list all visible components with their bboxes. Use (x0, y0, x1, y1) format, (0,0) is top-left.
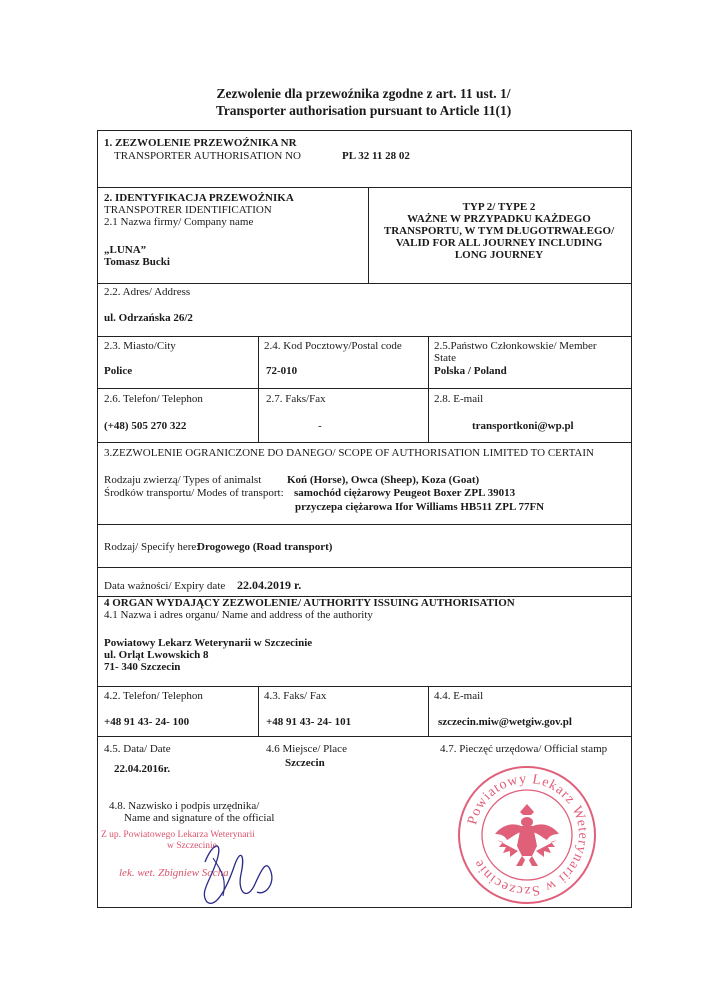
member-label: 2.5.Państwo Członkowskie/ Member (434, 340, 597, 352)
expiry-label: Data ważności/ Expiry date (104, 580, 226, 592)
expiry-value: 22.04.2019 r. (237, 578, 302, 592)
modes-label: Środków transportu/ Modes of transport: (104, 487, 284, 499)
s3-label: 3.ZEZWOLENIE OGRANICZONE DO DANEGO/ SCOPE OF AUTHORISATION LIMITED TO CERTAIN (104, 447, 594, 459)
phone-value: (+48) 505 270 322 (104, 420, 187, 432)
s2-label: 2. IDENTYFIKACJA PRZEWOŹNIKA (104, 192, 294, 204)
type-line: TRANSPORTU, W TYM DŁUGOTRWAŁEGO/ (383, 225, 615, 237)
s2-label-en: TRANSPOTRER IDENTIFICATION (104, 204, 272, 216)
address-value: ul. Odrzańska 26/2 (104, 312, 193, 324)
s4-label: 4 ORGAN WYDAJĄCY ZEZWOLENIE/ AUTHORITY ISSUING AUTHORISATION (104, 597, 515, 609)
modes-value: przyczepa ciężarowa Ifor Williams HB511 ZPL 77FN (295, 501, 545, 513)
authority-fax-label: 4.3. Faks/ Fax (264, 690, 327, 702)
member-value: Polska / Poland (434, 365, 507, 377)
divider (97, 686, 631, 687)
signature-stamp (95, 812, 295, 907)
company-name: „LUNA” (104, 244, 147, 256)
stamp-line: w Szczecinie (167, 841, 217, 851)
animals-label: Rodzaju zwierzą/ Types of animalst (104, 474, 262, 486)
authority-email-value: szczecin.miw@wetgiw.gov.pl (438, 716, 572, 728)
authority-line: Powiatowy Lekarz Weterynarii w Szczecinie (104, 637, 313, 649)
official-label-en: Name and signature of the official (124, 812, 275, 824)
authority-line: 71- 340 Szczecin (104, 661, 181, 673)
type-line: VALID FOR ALL JOURNEY INCLUDING (395, 237, 603, 249)
place-value: Szczecin (285, 757, 325, 769)
postal-label: 2.4. Kod Pocztowy/Postal code (264, 340, 402, 352)
stamp-line: lek. wet. Zbigniew Socha (119, 867, 229, 879)
place-label: 4.6 Miejsce/ Place (266, 743, 347, 755)
date-label: 4.5. Data/ Date (104, 743, 171, 755)
official-label: 4.8. Nazwisko i podpis urzędnika/ (109, 800, 260, 812)
email-label: 2.8. E-mail (434, 393, 484, 405)
stamp-line: Z up. Powiatowego Lekarza Weterynarii (101, 830, 255, 840)
title-en: Transporter authorisation pursuant to Article 11(1) (215, 103, 512, 118)
authority-line: ul. Orląt Lwowskich 8 (104, 649, 209, 661)
phone-label: 2.6. Telefon/ Telephon (104, 393, 203, 405)
company-name-label: 2.1 Nazwa firmy/ Company name (104, 216, 254, 228)
s1-label: 1. ZEZWOLENIE PRZEWOŹNIKA NR (104, 137, 297, 149)
address-label: 2.2. Adres/ Address (104, 286, 191, 298)
type-line: TYP 2/ TYPE 2 (462, 201, 536, 213)
city-label: 2.3. Miasto/City (104, 340, 176, 352)
animals-value: Koń (Horse), Owca (Sheep), Koza (Goat) (287, 474, 480, 486)
divider (97, 567, 631, 568)
city-value: Police (104, 365, 133, 377)
stamp-label: 4.7. Pieczęć urzędowa/ Official stamp (440, 743, 608, 755)
divider (97, 442, 631, 443)
date-value: 22.04.2016r. (114, 763, 171, 775)
official-stamp (452, 760, 602, 910)
authorisation-number: PL 32 11 28 02 (342, 150, 410, 162)
type-line: LONG JOURNEY (454, 249, 544, 261)
postal-value: 72-010 (266, 365, 298, 377)
divider (258, 686, 259, 736)
stamp-ring-text: Powiatowy Lekarz Weterynarii w Szczecinie (465, 771, 591, 899)
divider (368, 187, 369, 283)
fax-value: - (318, 420, 322, 432)
fax-label: 2.7. Faks/Fax (266, 393, 326, 405)
member-label-en: State (434, 352, 456, 364)
authority-email-label: 4.4. E-mail (434, 690, 484, 702)
divider (97, 187, 631, 188)
divider (97, 283, 631, 284)
divider (97, 524, 631, 525)
owner-name: Tomasz Bucki (104, 256, 170, 268)
email-value: transportkoni@wp.pl (472, 420, 574, 432)
specify-value: Drogowego (Road transport) (197, 541, 333, 553)
title-pl: Zezwolenie dla przewoźnika zgodne z art. 11 ust. 1/ (216, 86, 511, 101)
divider (258, 336, 259, 442)
type-line: WAŻNE W PRZYPADKU KAŻDEGO (407, 213, 591, 225)
modes-value: samochód ciężarowy Peugeot Boxer ZPL 39013 (294, 487, 516, 499)
divider (97, 336, 631, 337)
divider (428, 686, 429, 736)
authority-fax-value: +48 91 43- 24- 101 (266, 716, 352, 728)
authority-phone-label: 4.2. Telefon/ Telephon (104, 690, 203, 702)
divider (97, 388, 631, 389)
s1-label-en: TRANSPORTER AUTHORISATION NO (114, 150, 301, 162)
divider (428, 336, 429, 442)
divider (97, 736, 631, 737)
specify-label: Rodzaj/ Specify here: (104, 541, 200, 553)
eagle-emblem (495, 804, 559, 866)
s4-sub: 4.1 Nazwa i adres organu/ Name and address of the authority (104, 609, 373, 621)
authority-phone-value: +48 91 43- 24- 100 (104, 716, 190, 728)
